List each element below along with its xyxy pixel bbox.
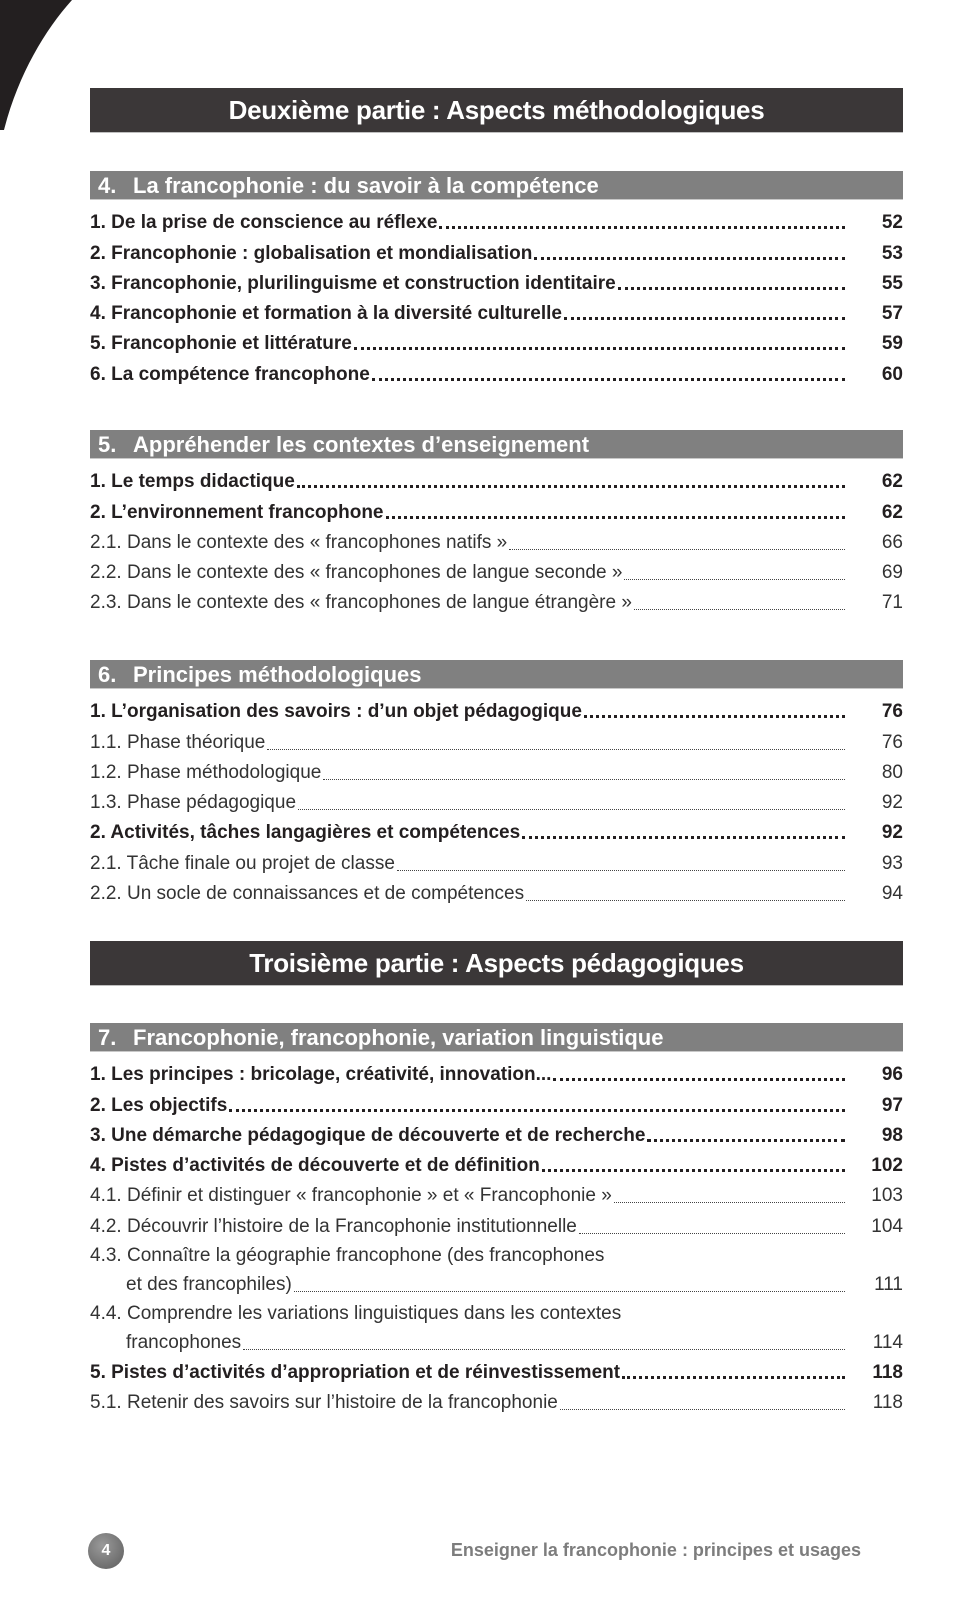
- dot-leader: [509, 528, 845, 558]
- entry-page-number: 118: [872, 1392, 903, 1414]
- entry-page-number: 102: [871, 1155, 903, 1177]
- entry-page-number: 103: [871, 1185, 903, 1207]
- dot-leader: [553, 1060, 845, 1090]
- dot-leader: [622, 1358, 845, 1388]
- dot-leader: [294, 1270, 845, 1300]
- entry-label: 5. Pistes d’activités d’appropriation et de réinvestissement: [90, 1362, 620, 1388]
- chapter-number: 4.: [98, 173, 117, 198]
- entry-page-number: 53: [881, 242, 903, 264]
- entry-label: 1.3. Phase pédagogique: [90, 792, 296, 818]
- dot-leader: [439, 208, 845, 238]
- entry-page-number: 59: [881, 333, 903, 355]
- entry-page-number: 52: [881, 212, 903, 234]
- corner-decoration: [0, 0, 80, 130]
- dot-leader: [229, 1091, 845, 1121]
- page-number-badge: 4: [88, 1533, 124, 1569]
- entry-page-number: 93: [881, 852, 903, 874]
- entry-label: 1. Le temps didactique: [90, 471, 295, 497]
- entry-label: 1.2. Phase méthodologique: [90, 762, 321, 788]
- toc-entry[interactable]: [90, 879, 903, 909]
- chapter-6-entries: [90, 697, 903, 909]
- dot-leader: [526, 879, 845, 909]
- chapter-4-entries: [90, 208, 903, 390]
- entry-page-number: 104: [871, 1215, 903, 1237]
- chapter-header-7: [90, 1023, 903, 1052]
- entry-page-number: 118: [872, 1362, 903, 1384]
- dot-leader: [564, 299, 845, 329]
- entry-label-line2-row: [90, 1328, 903, 1358]
- entry-label: 5.1. Retenir des savoirs sur l’histoire de la francophonie: [90, 1392, 558, 1418]
- entry-label: 2.1. Tâche finale ou projet de classe: [90, 853, 395, 879]
- toc-entry[interactable]: [90, 497, 903, 527]
- entry-page-number: 94: [881, 883, 903, 905]
- entry-label: 4. Francophonie et formation à la diversité culturelle: [90, 303, 562, 329]
- chapter-header-5: [90, 430, 903, 459]
- toc-entry[interactable]: [90, 269, 903, 299]
- entry-label-line1: 4.4. Comprendre les variations linguistiques dans les contextes: [90, 1302, 622, 1324]
- toc-entry[interactable]: [90, 1300, 903, 1358]
- dot-leader: [323, 758, 845, 788]
- entry-label: 6. La compétence francophone: [90, 364, 370, 390]
- toc-entry[interactable]: [90, 1060, 903, 1090]
- chapter-title: Principes méthodologiques: [133, 662, 422, 687]
- dot-leader: [560, 1388, 845, 1418]
- toc-entry[interactable]: [90, 1211, 903, 1241]
- toc-entry[interactable]: [90, 1181, 903, 1211]
- chapter-title: Appréhender les contextes d’enseignement: [133, 432, 590, 457]
- dot-leader: [354, 329, 845, 359]
- entry-label-line1: 4.3. Connaître la géographie francophone (des francophones: [90, 1244, 605, 1266]
- entry-label: 4.1. Définir et distinguer « francophonie » et « Francophonie »: [90, 1185, 612, 1211]
- toc-entry[interactable]: [90, 1242, 903, 1300]
- toc-entry[interactable]: [90, 727, 903, 757]
- entry-page-number: 92: [881, 822, 903, 844]
- toc-entry[interactable]: [90, 848, 903, 878]
- dot-leader: [542, 1151, 845, 1181]
- running-footer-title: Enseigner la francophonie : principes et usages: [450, 1540, 861, 1560]
- toc-entry[interactable]: [90, 359, 903, 389]
- entry-page-number: 98: [881, 1124, 903, 1146]
- toc-entry[interactable]: [90, 1090, 903, 1120]
- dot-leader: [243, 1328, 845, 1358]
- toc-entry[interactable]: [90, 528, 903, 558]
- dot-leader: [634, 588, 845, 618]
- dot-leader: [297, 467, 845, 497]
- entry-page-number: 69: [881, 562, 903, 584]
- entry-label-line2-row: [90, 1270, 903, 1300]
- entry-label: 1. L’organisation des savoirs : d’un objet pédagogique: [90, 701, 582, 727]
- toc-entry[interactable]: [90, 329, 903, 359]
- chapter-title: La francophonie : du savoir à la compétence: [133, 173, 599, 198]
- chapter-title: Francophonie, francophonie, variation linguistique: [133, 1025, 664, 1050]
- toc-entry[interactable]: [90, 1358, 903, 1388]
- dot-leader: [624, 558, 845, 588]
- entry-page-number: 76: [881, 731, 903, 753]
- chapter-5-entries: [90, 467, 903, 618]
- part-banner-deuxieme: Deuxième partie : Aspects méthodologiques: [90, 88, 903, 133]
- toc-entry[interactable]: [90, 758, 903, 788]
- entry-label-continuation: francophones: [90, 1332, 241, 1358]
- dot-leader: [618, 269, 845, 299]
- dot-leader: [647, 1121, 845, 1151]
- entry-page-number: 97: [881, 1094, 903, 1116]
- chapter-number: 7.: [98, 1025, 117, 1050]
- dot-leader: [614, 1181, 845, 1211]
- dot-leader: [522, 818, 845, 848]
- chapter-header-4: [90, 171, 903, 200]
- dot-leader: [584, 697, 845, 727]
- dot-leader: [298, 788, 845, 818]
- entry-label: 2.3. Dans le contexte des « francophones de langue étrangère »: [90, 592, 632, 618]
- entry-label: 5. Francophonie et littérature: [90, 333, 352, 359]
- entry-label: 1. Les principes : bricolage, créativité, innovation...: [90, 1064, 551, 1090]
- toc-entry[interactable]: [90, 818, 903, 848]
- chapter-number: 5.: [98, 432, 117, 457]
- entry-label: 2. L’environnement francophone: [90, 502, 384, 528]
- entry-label: 2.2. Un socle de connaissances et de compétences: [90, 883, 524, 909]
- entry-page-number: 66: [881, 531, 903, 553]
- toc-entry[interactable]: [90, 467, 903, 497]
- toc-entry[interactable]: [90, 1151, 903, 1181]
- toc-entry[interactable]: [90, 238, 903, 268]
- entry-page-number: 76: [881, 701, 903, 723]
- toc-entry[interactable]: [90, 697, 903, 727]
- entry-label: 4. Pistes d’activités de découverte et de définition: [90, 1155, 540, 1181]
- dot-leader: [372, 360, 845, 390]
- entry-label: 4.2. Découvrir l’histoire de la Francophonie institutionnelle: [90, 1216, 577, 1242]
- chapter-number: 6.: [98, 662, 117, 687]
- entry-page-number: 57: [881, 303, 903, 325]
- dot-leader: [267, 728, 845, 758]
- entry-page-number: 114: [872, 1331, 903, 1353]
- entry-page-number: 96: [881, 1064, 903, 1086]
- toc-entry[interactable]: [90, 1388, 903, 1418]
- entry-page-number: 71: [881, 592, 903, 614]
- entry-label: 3. Francophonie, plurilinguisme et construction identitaire: [90, 273, 616, 299]
- entry-label: 3. Une démarche pédagogique de découverte et de recherche: [90, 1125, 645, 1151]
- toc-entry[interactable]: [90, 558, 903, 588]
- entry-page-number: 80: [881, 761, 903, 783]
- toc-entry[interactable]: [90, 788, 903, 818]
- entry-label: 2. Activités, tâches langagières et compétences: [90, 822, 520, 848]
- dot-leader: [397, 849, 845, 879]
- dot-leader: [386, 498, 846, 528]
- entry-label: 1.1. Phase théorique: [90, 732, 265, 758]
- entry-page-number: 60: [881, 363, 903, 385]
- entry-page-number: 55: [881, 272, 903, 294]
- entry-label: 2. Francophonie : globalisation et mondialisation: [90, 243, 532, 269]
- toc-entry[interactable]: [90, 588, 903, 618]
- entry-label: 2.1. Dans le contexte des « francophones natifs »: [90, 532, 507, 558]
- chapter-7-entries: [90, 1060, 903, 1418]
- entry-label: 1. De la prise de conscience au réflexe: [90, 212, 437, 238]
- toc-entry[interactable]: [90, 208, 903, 238]
- part-banner-troisieme: Troisième partie : Aspects pédagogiques: [90, 941, 903, 986]
- entry-page-number: 92: [881, 792, 903, 814]
- entry-label-continuation: et des francophiles): [90, 1274, 292, 1300]
- entry-page-number: 62: [881, 471, 903, 493]
- entry-label: 2.2. Dans le contexte des « francophones de langue seconde »: [90, 562, 622, 588]
- dot-leader: [579, 1212, 845, 1242]
- toc-entry[interactable]: [90, 299, 903, 329]
- toc-entry[interactable]: [90, 1121, 903, 1151]
- dot-leader: [534, 239, 845, 269]
- entry-label: 2. Les objectifs: [90, 1095, 227, 1121]
- chapter-header-6: [90, 660, 903, 689]
- entry-page-number: 111: [874, 1273, 903, 1295]
- entry-page-number: 62: [881, 501, 903, 523]
